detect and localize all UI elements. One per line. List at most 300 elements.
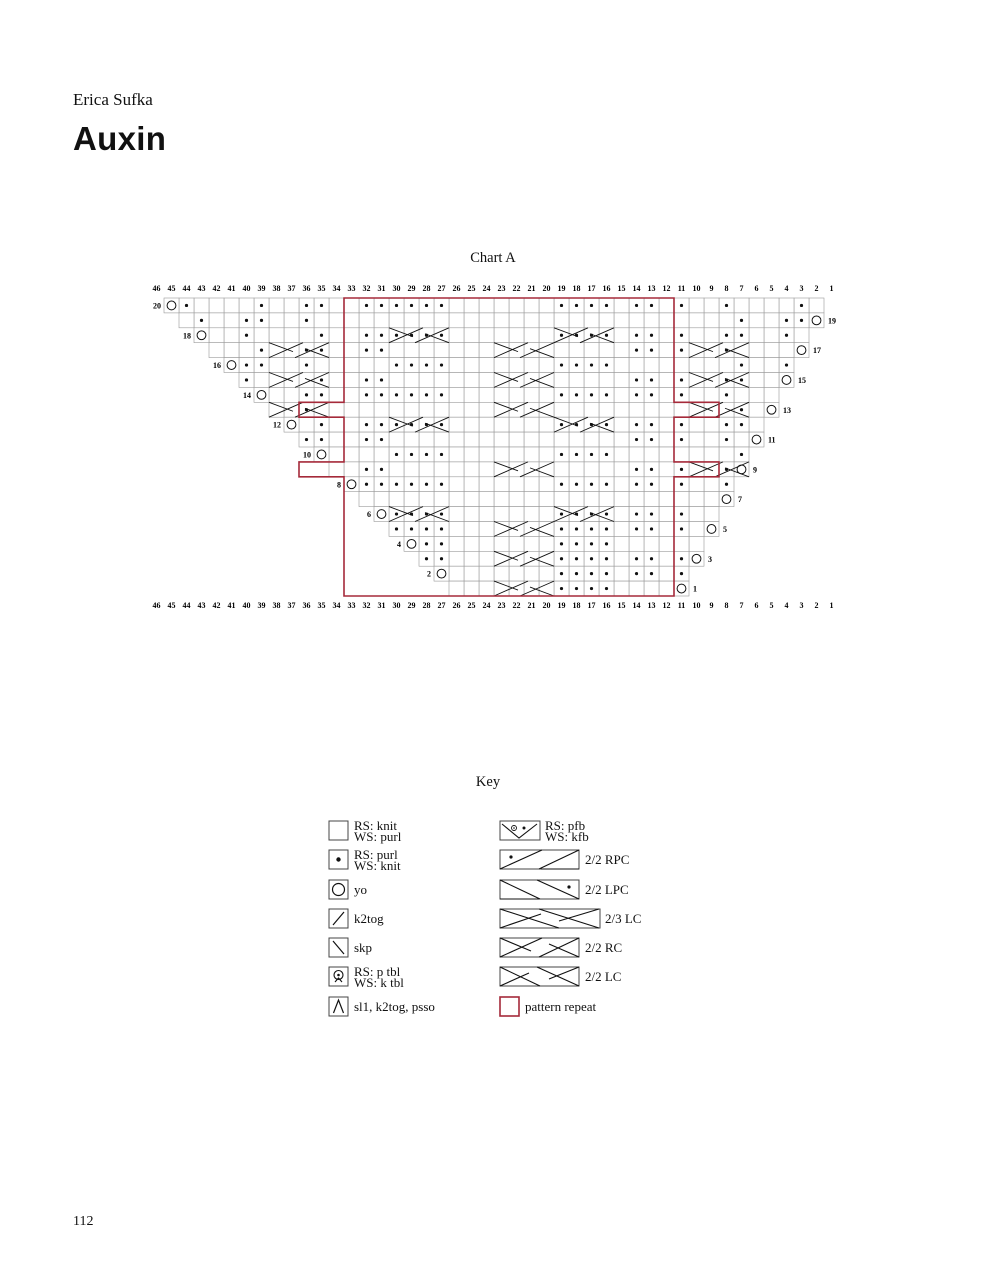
- purl-stitch: [605, 527, 608, 530]
- chart-cell: [389, 432, 404, 447]
- chart-cell: [509, 387, 524, 402]
- chart-cell: [284, 328, 299, 343]
- purl-stitch: [410, 304, 413, 307]
- purl-stitch: [740, 408, 743, 411]
- chart-cell: [449, 477, 464, 492]
- twisted-stitch-icon: [328, 966, 350, 988]
- chart-cell: [719, 447, 734, 462]
- purl-stitch: [680, 438, 683, 441]
- purl-stitch: [740, 453, 743, 456]
- chart-cell: [494, 313, 509, 328]
- purl-stitch: [680, 572, 683, 575]
- chart-cell: [434, 313, 449, 328]
- purl-stitch: [650, 438, 653, 441]
- column-number: 28: [422, 284, 431, 293]
- purl-stitch: [575, 587, 578, 590]
- chart-cell: [584, 462, 599, 477]
- chart-cell: [569, 462, 584, 477]
- column-number: 14: [632, 284, 641, 293]
- row-number: 11: [768, 435, 776, 445]
- chart-cell: [329, 462, 344, 477]
- purl-stitch: [410, 483, 413, 486]
- chart-cell: [614, 417, 629, 432]
- chart-cell: [539, 373, 554, 388]
- column-number: 10: [692, 601, 701, 610]
- chart-cell: [554, 313, 569, 328]
- column-number: 31: [377, 284, 386, 293]
- column-number: 5: [769, 284, 774, 293]
- chart-cell: [434, 462, 449, 477]
- cable-rpc-icon: [499, 849, 581, 871]
- column-number: 12: [662, 284, 671, 293]
- column-number: 11: [677, 284, 686, 293]
- row-number: 5: [723, 524, 727, 534]
- chart-cell: [554, 432, 569, 447]
- purl-stitch: [365, 334, 368, 337]
- chart-cell: [764, 373, 779, 388]
- purl-stitch: [320, 334, 323, 337]
- chart-cell: [689, 507, 704, 522]
- purl-stitch: [740, 378, 743, 381]
- chart-cell: [404, 492, 419, 507]
- purl-stitch: [425, 363, 428, 366]
- column-number: 1: [829, 601, 834, 610]
- chart-cell: [569, 373, 584, 388]
- chart-cell: [614, 462, 629, 477]
- chart-cell: [779, 373, 794, 388]
- chart-cell: [509, 536, 524, 551]
- purl-stitch: [650, 483, 653, 486]
- chart-cell: [644, 358, 659, 373]
- chart-cell: [734, 462, 749, 477]
- chart-cell: [524, 447, 539, 462]
- chart-cell: [449, 298, 464, 313]
- key-label: 2/2 LC: [585, 969, 622, 984]
- chart-cell: [614, 343, 629, 358]
- pfb-increase-icon: [499, 820, 543, 842]
- column-number: 25: [467, 601, 476, 610]
- chart-cell: [269, 373, 284, 388]
- chart-cell: [494, 373, 509, 388]
- chart-cell: [569, 402, 584, 417]
- row-number: 12: [273, 420, 281, 430]
- chart-cell: [269, 313, 284, 328]
- purl-stitch: [650, 512, 653, 515]
- purl-stitch: [590, 393, 593, 396]
- chart-cell: [659, 581, 674, 596]
- chart-cell: [644, 313, 659, 328]
- chart-cell: [344, 462, 359, 477]
- chart-cell: [614, 373, 629, 388]
- chart-cell: [734, 432, 749, 447]
- purl-stitch: [440, 483, 443, 486]
- column-number: 2: [814, 601, 819, 610]
- column-number: 3: [799, 284, 804, 293]
- column-number: 1: [829, 284, 834, 293]
- chart-cell: [539, 492, 554, 507]
- purl-stitch: [560, 334, 563, 337]
- chart-cell: [389, 343, 404, 358]
- column-number: 19: [557, 284, 566, 293]
- chart-cell: [569, 432, 584, 447]
- column-number: 13: [647, 601, 656, 610]
- chart-cell: [584, 492, 599, 507]
- chart-cell: [494, 536, 509, 551]
- column-number: 11: [677, 601, 686, 610]
- purl-stitch: [365, 304, 368, 307]
- key-label: yo: [354, 882, 367, 897]
- chart-cell: [284, 358, 299, 373]
- column-number: 46: [152, 284, 161, 293]
- column-number: 29: [407, 601, 416, 610]
- chart-cell: [704, 328, 719, 343]
- chart-cell: [419, 343, 434, 358]
- chart-cell: [464, 358, 479, 373]
- purl-stitch: [305, 438, 308, 441]
- purl-stitch: [680, 483, 683, 486]
- chart-cell: [539, 447, 554, 462]
- column-number: 9: [709, 284, 714, 293]
- purl-stitch: [395, 512, 398, 515]
- purl-stitch: [725, 334, 728, 337]
- column-number: 36: [302, 601, 311, 610]
- chart-cell: [494, 387, 509, 402]
- chart-cell: [464, 373, 479, 388]
- chart-cell: [344, 387, 359, 402]
- column-number: 34: [332, 601, 341, 610]
- chart-cell: [494, 447, 509, 462]
- chart-cell: [764, 387, 779, 402]
- chart-cell: [554, 373, 569, 388]
- column-number: 7: [739, 601, 744, 610]
- chart-cell: [464, 477, 479, 492]
- chart-cell: [554, 402, 569, 417]
- chart-cell: [194, 298, 209, 313]
- column-number: 23: [497, 601, 506, 610]
- purl-stitch: [365, 378, 368, 381]
- purl-stitch: [245, 363, 248, 366]
- purl-stitch: [560, 527, 563, 530]
- chart-cell: [764, 298, 779, 313]
- column-number: 39: [257, 601, 266, 610]
- chart-cell: [164, 298, 179, 313]
- column-number: 9: [709, 601, 714, 610]
- chart-cell: [464, 566, 479, 581]
- purl-stitch: [680, 349, 683, 352]
- chart-cell: [494, 358, 509, 373]
- column-number: 30: [392, 284, 401, 293]
- purl-stitch: [575, 572, 578, 575]
- chart-cell: [659, 373, 674, 388]
- chart-cell: [614, 536, 629, 551]
- column-number: 18: [572, 601, 581, 610]
- chart-cell: [539, 432, 554, 447]
- column-number: 45: [167, 284, 176, 293]
- column-number: 12: [662, 601, 671, 610]
- chart-cell: [704, 432, 719, 447]
- chart-cell: [599, 462, 614, 477]
- chart-cell: [794, 328, 809, 343]
- chart-cell: [329, 387, 344, 402]
- column-number: 42: [212, 601, 221, 610]
- chart-cell: [479, 358, 494, 373]
- chart-cell: [464, 328, 479, 343]
- purl-stitch: [365, 483, 368, 486]
- chart-cell: [449, 313, 464, 328]
- chart-cell: [269, 328, 284, 343]
- chart-cell: [539, 462, 554, 477]
- chart-cell: [689, 477, 704, 492]
- chart-cell: [329, 358, 344, 373]
- chart-cell: [479, 566, 494, 581]
- column-number: 8: [724, 284, 729, 293]
- skp-backslash-icon: [328, 937, 350, 959]
- column-number: 24: [482, 601, 491, 610]
- chart-cell: [509, 447, 524, 462]
- chart-cell: [749, 387, 764, 402]
- chart-cell: [509, 477, 524, 492]
- chart-cell: [539, 313, 554, 328]
- chart-cell: [239, 343, 254, 358]
- chart-cell: [284, 298, 299, 313]
- chart-cell: [599, 432, 614, 447]
- column-number: 33: [347, 284, 356, 293]
- purl-stitch: [635, 438, 638, 441]
- chart-cell: [614, 492, 629, 507]
- chart-cell: [629, 536, 644, 551]
- purl-stitch: [440, 393, 443, 396]
- chart-cell: [314, 358, 329, 373]
- purl-stitch: [605, 587, 608, 590]
- chart-cell: [659, 492, 674, 507]
- column-number: 32: [362, 601, 371, 610]
- purl-stitch: [440, 453, 443, 456]
- chart-cell: [524, 432, 539, 447]
- chart-cell: [209, 328, 224, 343]
- chart-cell: [524, 566, 539, 581]
- chart-cell: [644, 402, 659, 417]
- chart-cell: [659, 507, 674, 522]
- purl-stitch: [440, 527, 443, 530]
- chart-cell: [359, 358, 374, 373]
- chart-cell: [629, 581, 644, 596]
- purl-stitch: [395, 423, 398, 426]
- chart-cell: [464, 462, 479, 477]
- purl-stitch: [650, 557, 653, 560]
- chart-cell: [344, 313, 359, 328]
- chart-cell: [509, 358, 524, 373]
- chart-cell: [344, 432, 359, 447]
- chart-cell: [584, 343, 599, 358]
- chart-cell: [464, 313, 479, 328]
- chart-cell: [344, 447, 359, 462]
- chart-cell: [539, 581, 554, 596]
- purl-stitch: [305, 363, 308, 366]
- row-number: 15: [798, 375, 806, 385]
- chart-cell: [659, 387, 674, 402]
- purl-stitch: [575, 363, 578, 366]
- chart-cell: [449, 432, 464, 447]
- purl-stitch: [260, 304, 263, 307]
- chart-cell: [194, 328, 209, 343]
- purl-stitch: [785, 363, 788, 366]
- column-number: 4: [784, 601, 789, 610]
- column-number: 38: [272, 601, 281, 610]
- chart-cell: [524, 492, 539, 507]
- chart-cell: [344, 402, 359, 417]
- chart-cell: [584, 373, 599, 388]
- key-label: 2/2 LPC: [585, 882, 629, 897]
- chart-cell: [479, 477, 494, 492]
- chart-cell: [749, 298, 764, 313]
- row-number: 1: [693, 584, 697, 594]
- column-number: 25: [467, 284, 476, 293]
- column-number: 35: [317, 601, 326, 610]
- chart-cell: [464, 387, 479, 402]
- chart-cell: [494, 343, 509, 358]
- chart-cell: [479, 447, 494, 462]
- key-label: RS: pfb: [545, 818, 586, 833]
- chart-cell: [179, 313, 194, 328]
- column-number: 19: [557, 601, 566, 610]
- chart-cell: [659, 536, 674, 551]
- column-number: 21: [527, 284, 536, 293]
- chart-cell: [434, 402, 449, 417]
- chart-cell: [404, 402, 419, 417]
- purl-stitch: [380, 304, 383, 307]
- chart-cell: [449, 507, 464, 522]
- column-number: 15: [617, 284, 626, 293]
- chart-cell: [479, 581, 494, 596]
- chart-cell: [719, 313, 734, 328]
- purl-stitch: [635, 378, 638, 381]
- purl-stitch: [320, 438, 323, 441]
- column-number: 14: [632, 601, 641, 610]
- chart-cell: [659, 477, 674, 492]
- chart-cell: [629, 402, 644, 417]
- author-name: Erica Sufka: [73, 90, 153, 109]
- purl-stitch: [410, 363, 413, 366]
- column-number: 35: [317, 284, 326, 293]
- chart-cell: [329, 417, 344, 432]
- chart-cell: [539, 522, 554, 537]
- purl-stitch: [380, 393, 383, 396]
- chart-cell: [479, 298, 494, 313]
- chart-cell: [614, 313, 629, 328]
- chart-cell: [509, 492, 524, 507]
- column-number: 7: [739, 284, 744, 293]
- chart-cell: [764, 328, 779, 343]
- chart-cell: [524, 328, 539, 343]
- purl-stitch: [410, 527, 413, 530]
- chart-cell: [704, 447, 719, 462]
- chart-cell: [674, 402, 689, 417]
- purl-stitch: [725, 483, 728, 486]
- purl-stitch: [605, 453, 608, 456]
- purl-stitch: [320, 349, 323, 352]
- chart-cell: [419, 492, 434, 507]
- key-label: pattern repeat: [525, 999, 597, 1014]
- chart-cell: [374, 313, 389, 328]
- column-number: 17: [587, 284, 596, 293]
- chart-cell: [689, 313, 704, 328]
- column-number: 45: [167, 601, 176, 610]
- chart-cell: [614, 507, 629, 522]
- purl-stitch: [740, 319, 743, 322]
- chart-cell: [329, 328, 344, 343]
- row-number: 7: [738, 495, 742, 505]
- chart-cell: [704, 298, 719, 313]
- purl-stitch: [650, 423, 653, 426]
- purl-stitch: [650, 349, 653, 352]
- chart-cell: [719, 492, 734, 507]
- chart-cell: [614, 402, 629, 417]
- key-label: RS: purl: [354, 847, 398, 862]
- purl-stitch: [425, 304, 428, 307]
- chart-cell: [299, 417, 314, 432]
- chart-cell: [329, 313, 344, 328]
- chart-cell: [689, 387, 704, 402]
- purl-stitch: [560, 557, 563, 560]
- chart-cell: [464, 536, 479, 551]
- chart-cell: [209, 298, 224, 313]
- row-number: 10: [303, 450, 311, 460]
- purl-stitch: [650, 393, 653, 396]
- chart-cell: [479, 387, 494, 402]
- purl-stitch: [650, 468, 653, 471]
- column-number: 16: [602, 284, 611, 293]
- row-number: 20: [153, 301, 161, 311]
- chart-cell: [704, 358, 719, 373]
- chart-cell: [764, 358, 779, 373]
- chart-cell: [359, 313, 374, 328]
- purl-stitch: [635, 393, 638, 396]
- chart-cell: [374, 358, 389, 373]
- knit-symbol-icon: [328, 820, 350, 842]
- purl-stitch: [605, 393, 608, 396]
- chart-cell: [659, 343, 674, 358]
- purl-stitch: [560, 483, 563, 486]
- purl-stitch: [380, 334, 383, 337]
- chart-cell: [614, 522, 629, 537]
- purl-stitch: [560, 453, 563, 456]
- row-number: 4: [397, 539, 401, 549]
- chart-cell: [779, 343, 794, 358]
- purl-stitch: [650, 572, 653, 575]
- purl-stitch: [740, 363, 743, 366]
- chart-cell: [479, 522, 494, 537]
- column-number: 41: [227, 601, 236, 610]
- chart-cell: [644, 447, 659, 462]
- chart-cell: [614, 432, 629, 447]
- key-label: sl1, k2tog, psso: [354, 999, 435, 1014]
- purl-stitch: [365, 349, 368, 352]
- chart-cell: [539, 387, 554, 402]
- purl-stitch: [200, 319, 203, 322]
- chart-cell: [299, 328, 314, 343]
- chart-cell: [734, 343, 749, 358]
- chart-cell: [674, 581, 689, 596]
- row-number: 8: [337, 480, 341, 490]
- chart-cell: [329, 373, 344, 388]
- purl-stitch: [605, 542, 608, 545]
- chart-cell: [404, 373, 419, 388]
- column-number: 27: [437, 601, 446, 610]
- chart-cell: [659, 432, 674, 447]
- column-number: 44: [182, 284, 191, 293]
- purl-stitch: [440, 423, 443, 426]
- purl-stitch: [560, 542, 563, 545]
